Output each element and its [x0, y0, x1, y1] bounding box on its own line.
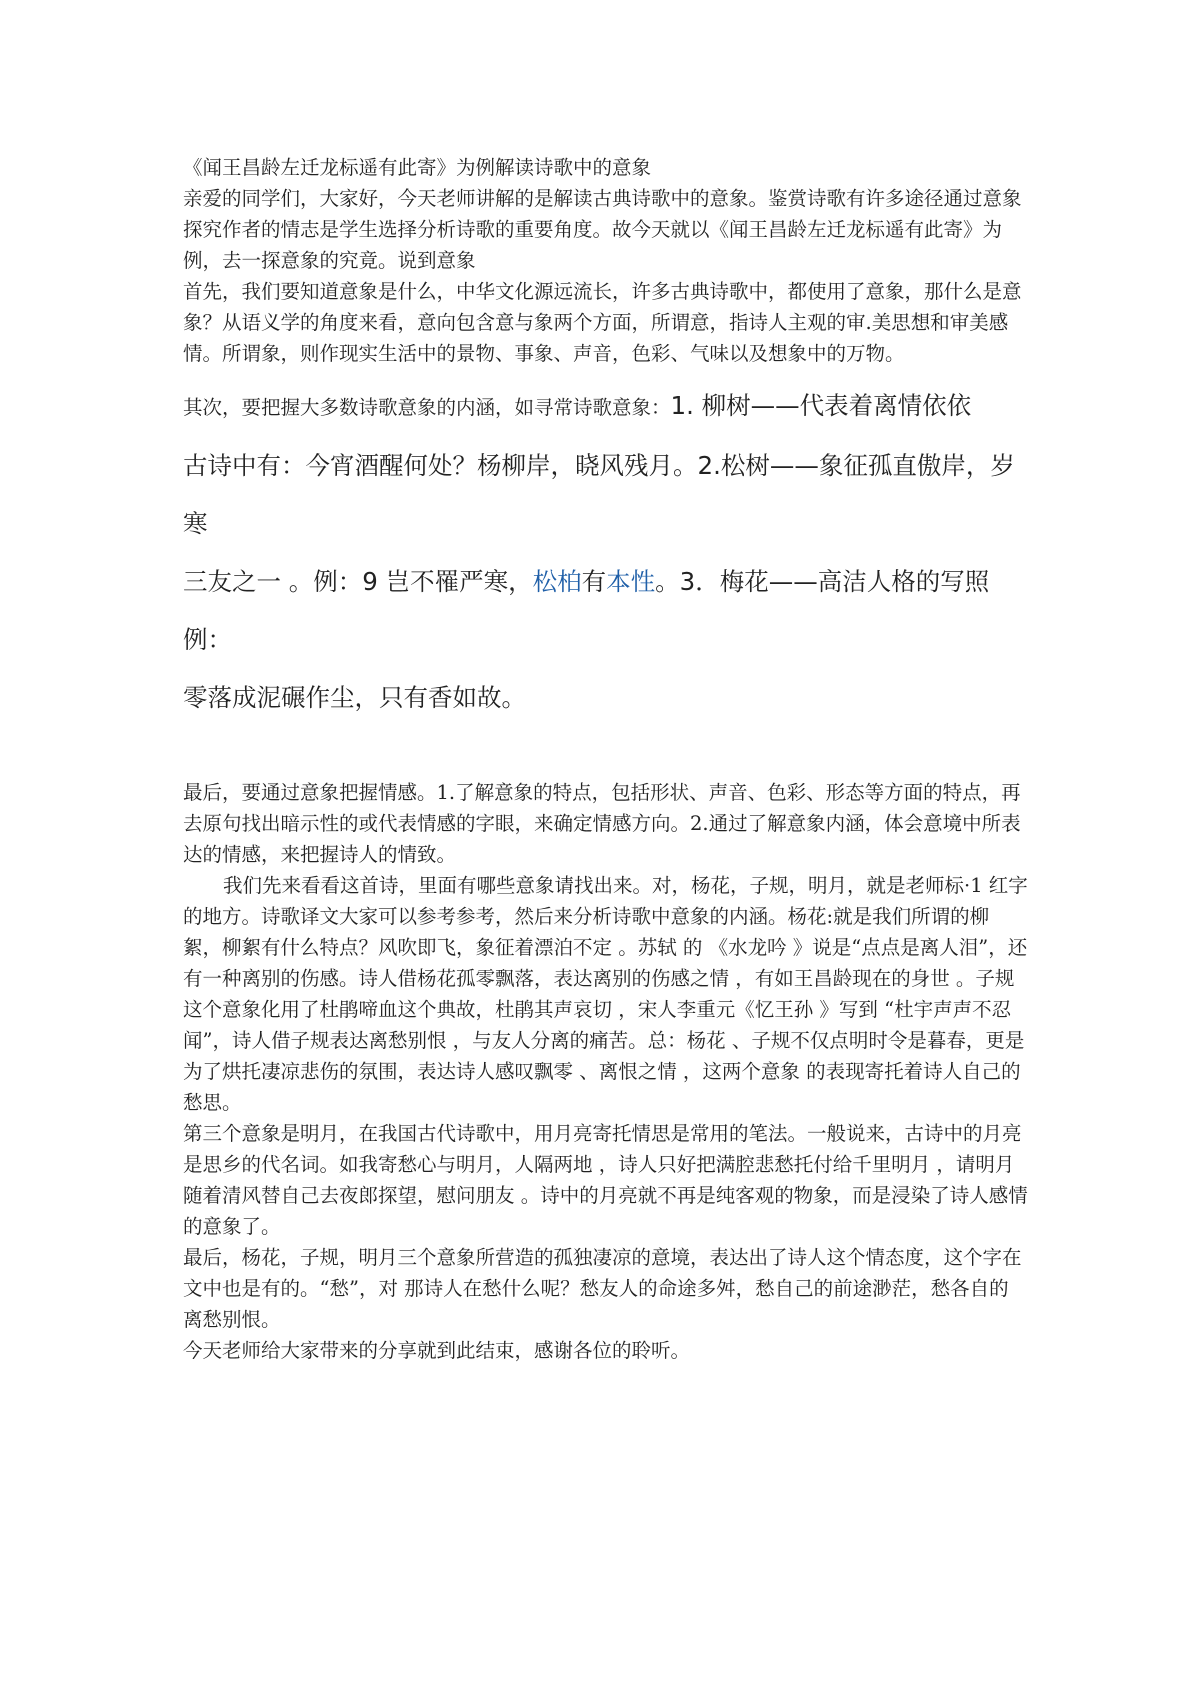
second-section — [183, 377, 1028, 727]
second-line-2: 古诗中有：今宵酒醒何处？杨柳岸，晓风残月。2.松树——象征孤直傲岸，岁寒 — [183, 451, 1015, 538]
second-line-3-end: 。3．梅花——高洁人格的写照 例： — [183, 567, 990, 654]
second-line-3-mid: 有 — [581, 567, 607, 596]
last-paragraph: 最后，要通过意象把握情感。1.了解意象的特点，包括形状、声音、色彩、形态等方面的特点，再去原句找出暗示性的或代表情感的字眼，来确定情感方向。2.通过了解意象内涵，体会意境中所表达的情感，来把握诗人的情致。 — [183, 781, 1021, 866]
second-line-4: 零落成泥碾作尘，只有香如故。 — [183, 683, 526, 712]
second-lead-text: 其次，要把握大多数诗歌意象的内涵，如寻常诗歌意象： — [183, 396, 671, 419]
intro-paragraph: 亲爱的同学们，大家好，今天老师讲解的是解读古典诗歌中的意象。鉴赏诗歌有许多途径通过意象探究作者的情志是学生选择分析诗歌的重要角度。故今天就以《闻王昌龄左迁龙标遥有此寄》为例，去一探意象的究竟。说到意象 — [183, 187, 1022, 272]
analysis-paragraph-2: 第三个意象是明月，在我国古代诗歌中，用月亮寄托情思是常用的笔法。一般说来，古诗中的月亮是思乡的代名词。如我寄愁心与明月，人隔两地 ，诗人只好把满腔悲愁托付给千里明月 ，请明月随着清风替自己去夜郎探望，慰问朋友 。诗中的月亮就不再是纯客观的物象，而是浸染了诗人感情的意象了。 — [183, 1122, 1028, 1238]
second-line-3 — [183, 553, 1028, 669]
analysis-paragraph-1: 我们先来看看这首诗，里面有哪些意象请找出来。对，杨花，子规，明月，就是老师标·1 红字的地方。诗歌译文大家可以参考参考，然后来分析诗歌中意象的内涵。杨花:就是我们所谓的柳絮，柳絮有什么特点？风吹即飞，象征着漂泊不定 。苏轼 的 《水龙吟 》说是“点点是离人泪”，还有一种离别的伤感。诗人借杨花孤零飘落，表达离别的伤感之情 ，有如王昌龄现在的身世 。子规这个意象化用了杜鹃啼血这个典故，杜鹃其声哀切 ，宋人李重元《忆王孙 》写到 “杜宇声声不忍闻”，诗人借子规表达离愁别恨 ，与友人分离的痛苦。总：杨花 、子规不仅点明时令是暮春，更是为了烘托凄凉悲伤的氛围，表达诗人感叹飘零 、离恨之情 ，这两个意象 的表现寄托着诗人自己的愁思。 — [183, 874, 1028, 1114]
highlight-benxing: 本性 — [606, 567, 656, 596]
document-title: 《闻王昌龄左迁龙标遥有此寄》为例解读诗歌中的意象 — [183, 156, 652, 179]
highlight-songbai: 松柏 — [532, 567, 582, 596]
second-lead-large-text: 1. 柳树——代表着离情依依 — [670, 391, 972, 420]
document-body — [183, 152, 1028, 1366]
second-line-3-start: 三友之一 。例：9 岂不罹严寒， — [183, 567, 533, 596]
first-paragraph: 首先，我们要知道意象是什么，中华文化源远流长，许多古典诗歌中，都使用了意象，那什么是意象？从语义学的角度来看，意向包含意与象两个方面，所谓意，指诗人主观的审.美思想和审美感情。所谓象，则作现实生活中的景物、事象、声音，色彩、气味以及想象中的万物。 — [183, 280, 1022, 365]
second-line-1 — [183, 377, 1028, 437]
conclusion-paragraph: 最后，杨花，子规，明月三个意象所营造的孤独凄凉的意境，表达出了诗人这个情态度，这个字在文中也是有的。“愁”，对 那诗人在愁什么呢？愁友人的命途多舛，愁自己的前途渺茫，愁各自的离愁别恨。 — [183, 1246, 1022, 1331]
ending-paragraph: 今天老师给大家带来的分享就到此结束，感谢各位的聆听。 — [183, 1339, 691, 1362]
